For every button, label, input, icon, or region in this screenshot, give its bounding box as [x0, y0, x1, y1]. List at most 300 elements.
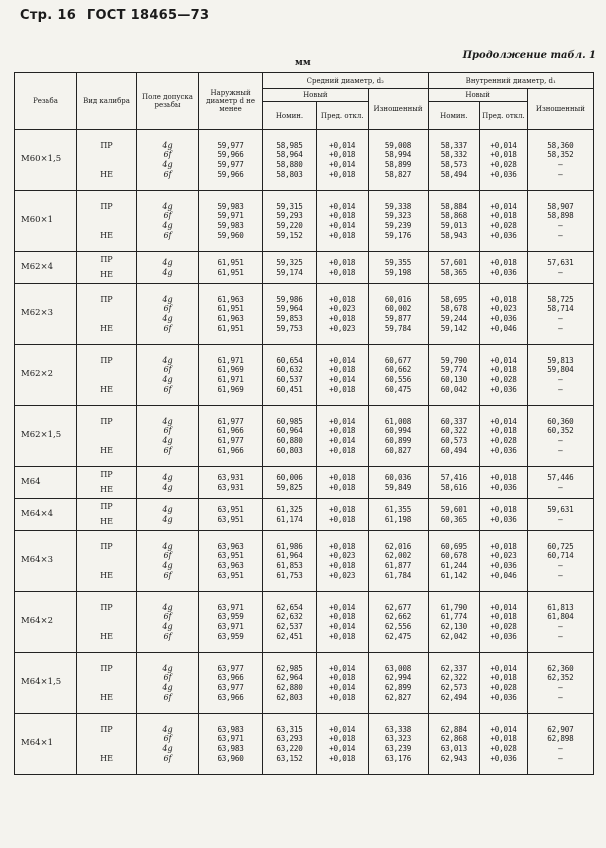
cell-value: +0,014 — [329, 663, 356, 673]
mean-worn-cell — [368, 406, 428, 467]
cell-value: +0,036 — [490, 169, 517, 179]
cell-value: +0,018 — [329, 230, 356, 240]
cell-value: 59,977 — [217, 160, 244, 169]
cell-value: 61,966 — [217, 426, 244, 436]
cell-value: +0,018 — [329, 445, 356, 455]
tolerance-field-cell — [136, 191, 198, 252]
cell-value: +0,036 — [490, 384, 517, 394]
cell-value: 61,877 — [384, 561, 412, 570]
cell-value: 61,951 — [217, 267, 244, 277]
gauge-type-label: НЕ — [100, 384, 113, 394]
cell-value: 60,985 — [276, 416, 303, 426]
cell-value: +0,018 — [329, 541, 356, 551]
cell-value: 4g — [162, 436, 173, 445]
cell-value: 61,198 — [384, 514, 412, 524]
inner-nominal-cell — [428, 499, 480, 531]
gauge-type-label: НЕ — [100, 230, 113, 240]
cell-value: +0,014 — [329, 683, 356, 692]
inner-worn-cell — [527, 284, 593, 345]
gauge-type-cell — [77, 653, 137, 714]
inner-worn-cell — [527, 499, 593, 531]
gauge-type-label: ПР — [100, 602, 113, 612]
cell-value: 61,753 — [276, 570, 303, 580]
cell-value: +0,018 — [329, 426, 356, 436]
cell-value: 63,963 — [217, 561, 244, 570]
cell-value: 4g — [162, 602, 173, 612]
cell-value: 61,964 — [276, 551, 303, 561]
cell-value: +0,018 — [490, 365, 517, 375]
page-header — [20, 8, 215, 23]
cell-value: 62,632 — [276, 612, 303, 622]
cell-value: 62,360 — [547, 663, 574, 673]
cell-value: +0,028 — [490, 221, 517, 230]
outer-diameter-cell — [199, 130, 263, 191]
cell-value: 59,315 — [276, 201, 303, 211]
gauge-type-cell — [77, 191, 137, 252]
cell-value: 59,960 — [217, 230, 244, 240]
table-row — [15, 191, 594, 252]
cell-value: 58,907 — [547, 201, 574, 211]
cell-value: 4g — [162, 561, 173, 570]
cell-value: +0,014 — [490, 663, 517, 673]
cell-value: 62,868 — [440, 734, 467, 744]
cell-value: 63,971 — [217, 734, 244, 744]
mean-limit-dev-cell — [316, 406, 368, 467]
cell-value: 58,994 — [384, 150, 412, 160]
cell-value: 62,654 — [276, 602, 303, 612]
cell-value: 6f — [163, 426, 172, 436]
cell-value: 62,475 — [384, 631, 412, 641]
cell-value: 62,042 — [440, 631, 467, 641]
cell-value: 60,036 — [384, 472, 412, 482]
table-continuation-note: Продолжение табл. 1 — [462, 50, 596, 61]
mean-worn-cell — [368, 467, 428, 499]
cell-value: +0,014 — [329, 140, 356, 150]
cell-value: 58,964 — [276, 150, 303, 160]
cell-value: 58,985 — [276, 140, 303, 150]
cell-value: 61,142 — [440, 570, 467, 580]
cell-value: 60,678 — [440, 551, 467, 561]
cell-value: 4g — [162, 267, 173, 277]
cell-value: 63,239 — [384, 744, 412, 753]
cell-value: 62,943 — [440, 753, 467, 763]
cell-value: 59,142 — [440, 323, 467, 333]
cell-value: 61,971 — [217, 355, 244, 365]
cell-value: 59,325 — [276, 257, 303, 267]
cell-value: 59,853 — [276, 314, 303, 323]
cell-value: +0,036 — [490, 692, 517, 702]
cell-value: 63,323 — [384, 734, 412, 744]
cell-value: 63,931 — [217, 482, 244, 492]
cell-value: 6f — [163, 230, 172, 240]
cell-value: 62,898 — [547, 734, 574, 744]
cell-value: +0,018 — [329, 753, 356, 763]
cell-value: 4g — [162, 683, 173, 692]
mean-limit-dev-cell — [316, 284, 368, 345]
mean-nominal-cell — [263, 499, 317, 531]
cell-value: 58,494 — [440, 169, 467, 179]
cell-value: 63,315 — [276, 724, 303, 734]
cell-value: +0,023 — [490, 304, 517, 314]
cell-value: 59,966 — [217, 169, 244, 179]
inner-nominal-cell — [428, 653, 480, 714]
cell-value: 57,601 — [440, 257, 467, 267]
inner-limit-dev-cell — [480, 653, 528, 714]
cell-value: +0,046 — [490, 323, 517, 333]
cell-value: 61,790 — [440, 602, 467, 612]
cell-value: — — [558, 323, 563, 333]
mean-limit-dev-cell — [316, 252, 368, 284]
thread-cell: М64 — [15, 467, 77, 499]
cell-value: — — [558, 375, 563, 384]
cell-value: 61,008 — [384, 416, 412, 426]
inner-worn-cell — [527, 345, 593, 406]
cell-value: 62,352 — [547, 673, 574, 683]
cell-value: +0,046 — [490, 570, 517, 580]
header-tolerance-field: Поле допуска резьбы — [136, 73, 198, 130]
cell-value: 61,951 — [217, 323, 244, 333]
table-row — [15, 653, 594, 714]
cell-value: 59,813 — [547, 355, 574, 365]
cell-value: 6f — [163, 365, 172, 375]
cell-value: +0,014 — [329, 416, 356, 426]
gauge-type-cell — [77, 714, 137, 775]
mean-worn-cell — [368, 130, 428, 191]
cell-value: 59,790 — [440, 355, 467, 365]
cell-value: 62,803 — [276, 692, 303, 702]
cell-value: 58,880 — [276, 160, 303, 169]
cell-value: +0,023 — [329, 323, 356, 333]
cell-value: 59,774 — [440, 365, 467, 375]
cell-value: 59,986 — [276, 294, 303, 304]
gauge-dimensions-table — [14, 72, 594, 775]
cell-value: 62,016 — [384, 541, 412, 551]
cell-value: +0,018 — [329, 365, 356, 375]
cell-value: 63,963 — [217, 541, 244, 551]
mean-worn-cell — [368, 252, 428, 284]
cell-value: +0,018 — [329, 169, 356, 179]
page-number: Стр. 16 — [20, 8, 77, 23]
tolerance-field-cell — [136, 130, 198, 191]
inner-limit-dev-cell — [480, 345, 528, 406]
gauge-type-label: НЕ — [100, 169, 113, 179]
cell-value: 60,827 — [384, 445, 412, 455]
cell-value: 59,631 — [547, 504, 574, 514]
cell-value: 4g — [162, 257, 173, 267]
cell-value: 58,898 — [547, 211, 574, 221]
cell-value: 59,008 — [384, 140, 412, 150]
cell-value: 62,677 — [384, 602, 412, 612]
table-row — [15, 252, 594, 284]
cell-value: +0,014 — [329, 375, 356, 384]
cell-value: 58,884 — [440, 201, 467, 211]
header-mean-worn: Изношенный — [368, 89, 428, 130]
inner-limit-dev-cell — [480, 252, 528, 284]
mean-worn-cell — [368, 592, 428, 653]
inner-nominal-cell — [428, 592, 480, 653]
gauge-type-label: НЕ — [100, 323, 113, 333]
cell-value: 60,573 — [440, 436, 467, 445]
cell-value: +0,018 — [490, 426, 517, 436]
cell-value: — — [558, 221, 563, 230]
cell-value: +0,018 — [490, 673, 517, 683]
cell-value: +0,036 — [490, 514, 517, 524]
gauge-type-cell — [77, 467, 137, 499]
cell-value: +0,014 — [329, 724, 356, 734]
cell-value: 59,983 — [217, 221, 244, 230]
tolerance-field-cell — [136, 345, 198, 406]
cell-value: 63,951 — [217, 504, 244, 514]
cell-value: 61,963 — [217, 314, 244, 323]
tolerance-field-cell — [136, 653, 198, 714]
cell-value: 6f — [163, 150, 172, 160]
cell-value: 59,293 — [276, 211, 303, 221]
inner-worn-cell — [527, 592, 593, 653]
cell-value: +0,014 — [490, 355, 517, 365]
cell-value: 59,849 — [384, 482, 412, 492]
cell-value: 59,983 — [217, 201, 244, 211]
gauge-type-cell — [77, 130, 137, 191]
cell-value: +0,018 — [329, 612, 356, 622]
cell-value: 62,884 — [440, 724, 467, 734]
mean-worn-cell — [368, 531, 428, 592]
cell-value: 6f — [163, 631, 172, 641]
inner-limit-dev-cell — [480, 130, 528, 191]
cell-value: +0,018 — [329, 482, 356, 492]
cell-value: 59,013 — [440, 221, 467, 230]
thread-cell: М64×1,5 — [15, 653, 77, 714]
cell-value: +0,014 — [329, 160, 356, 169]
inner-limit-dev-cell — [480, 467, 528, 499]
cell-value: 58,678 — [440, 304, 467, 314]
inner-nominal-cell — [428, 467, 480, 499]
cell-value: — — [558, 169, 563, 179]
cell-value: 63,971 — [217, 602, 244, 612]
cell-value: 63,983 — [217, 744, 244, 753]
inner-worn-cell — [527, 130, 593, 191]
cell-value: 62,964 — [276, 673, 303, 683]
inner-limit-dev-cell — [480, 284, 528, 345]
gauge-type-label: ПР — [100, 541, 113, 551]
cell-value: — — [558, 384, 563, 394]
cell-value: 63,338 — [384, 724, 412, 734]
cell-value: 59,152 — [276, 230, 303, 240]
gauge-type-label: НЕ — [100, 516, 113, 526]
cell-value: 63,152 — [276, 753, 303, 763]
cell-value: +0,018 — [490, 612, 517, 622]
cell-value: 60,451 — [276, 384, 303, 394]
gauge-type-cell — [77, 592, 137, 653]
outer-diameter-cell — [199, 191, 263, 252]
cell-value: 60,494 — [440, 445, 467, 455]
cell-value: 6f — [163, 673, 172, 683]
cell-value: +0,036 — [490, 753, 517, 763]
table-row — [15, 345, 594, 406]
cell-value: 6f — [163, 734, 172, 744]
cell-value: 4g — [162, 314, 173, 323]
table-row — [15, 406, 594, 467]
cell-value: 6f — [163, 612, 172, 622]
cell-value: 6f — [163, 570, 172, 580]
cell-value: 58,332 — [440, 150, 467, 160]
cell-value: 60,322 — [440, 426, 467, 436]
cell-value: 6f — [163, 551, 172, 561]
header-outer-diameter: Наружный диаметр d не менее — [199, 73, 263, 130]
cell-value: 6f — [163, 384, 172, 394]
cell-value: +0,018 — [329, 504, 356, 514]
cell-value: +0,018 — [490, 504, 517, 514]
cell-value: +0,018 — [329, 472, 356, 482]
cell-value: 61,774 — [440, 612, 467, 622]
gauge-type-label: ПР — [100, 255, 113, 265]
cell-value: — — [558, 744, 563, 753]
cell-value: +0,028 — [490, 375, 517, 384]
cell-value: 61,174 — [276, 514, 303, 524]
outer-diameter-cell — [199, 467, 263, 499]
inner-nominal-cell — [428, 130, 480, 191]
header-mean-diameter: Средний диаметр, d₂ — [263, 73, 428, 89]
cell-value: 59,825 — [276, 482, 303, 492]
cell-value: 63,951 — [217, 570, 244, 580]
cell-value: 4g — [162, 355, 173, 365]
cell-value: 58,943 — [440, 230, 467, 240]
cell-value: — — [558, 631, 563, 641]
cell-value: 60,016 — [384, 294, 412, 304]
mean-nominal-cell — [263, 467, 317, 499]
cell-value: +0,028 — [490, 744, 517, 753]
cell-value: 60,006 — [276, 472, 303, 482]
cell-value: 60,899 — [384, 436, 412, 445]
cell-value: 59,784 — [384, 323, 412, 333]
inner-worn-cell — [527, 531, 593, 592]
cell-value: 60,360 — [547, 416, 574, 426]
cell-value: +0,028 — [490, 436, 517, 445]
cell-value: 58,352 — [547, 150, 574, 160]
cell-value: +0,018 — [329, 384, 356, 394]
cell-value: 4g — [162, 221, 173, 230]
gauge-type-label: НЕ — [100, 484, 113, 494]
cell-value: +0,014 — [329, 201, 356, 211]
cell-value: 60,365 — [440, 514, 467, 524]
cell-value: 4g — [162, 472, 173, 482]
cell-value: +0,018 — [329, 314, 356, 323]
cell-value: 58,337 — [440, 140, 467, 150]
inner-nominal-cell — [428, 406, 480, 467]
cell-value: 63,176 — [384, 753, 412, 763]
cell-value: 63,966 — [217, 673, 244, 683]
cell-value: 4g — [162, 160, 173, 169]
cell-value: 59,971 — [217, 211, 244, 221]
cell-value: 58,899 — [384, 160, 412, 169]
cell-value: 59,355 — [384, 257, 412, 267]
cell-value: 61,986 — [276, 541, 303, 551]
cell-value: — — [558, 692, 563, 702]
cell-value: +0,014 — [329, 436, 356, 445]
cell-value: — — [558, 514, 563, 524]
cell-value: 61,244 — [440, 561, 467, 570]
cell-value: 61,951 — [217, 304, 244, 314]
cell-value: 59,239 — [384, 221, 412, 230]
cell-value: 62,322 — [440, 673, 467, 683]
gauge-type-label: ПР — [100, 140, 113, 150]
cell-value: 63,951 — [217, 514, 244, 524]
cell-value: 62,556 — [384, 622, 412, 631]
mean-nominal-cell — [263, 653, 317, 714]
cell-value: +0,028 — [490, 683, 517, 692]
cell-value: 63,293 — [276, 734, 303, 744]
cell-value: 60,537 — [276, 375, 303, 384]
cell-value: +0,018 — [490, 294, 517, 304]
inner-worn-cell — [527, 653, 593, 714]
cell-value: 60,964 — [276, 426, 303, 436]
mean-limit-dev-cell — [316, 191, 368, 252]
cell-value: 6f — [163, 169, 172, 179]
inner-limit-dev-cell — [480, 406, 528, 467]
thread-cell: М64×1 — [15, 714, 77, 775]
cell-value: 4g — [162, 504, 173, 514]
inner-nominal-cell — [428, 345, 480, 406]
outer-diameter-cell — [199, 252, 263, 284]
cell-value: +0,018 — [329, 150, 356, 160]
cell-value: 62,337 — [440, 663, 467, 673]
mean-worn-cell — [368, 191, 428, 252]
cell-value: 63,013 — [440, 744, 467, 753]
cell-value: 59,877 — [384, 314, 412, 323]
gauge-type-label: ПР — [100, 416, 113, 426]
inner-limit-dev-cell — [480, 592, 528, 653]
cell-value: 59,338 — [384, 201, 412, 211]
cell-value: 61,325 — [276, 504, 303, 514]
cell-value: 62,994 — [384, 673, 412, 683]
cell-value: 60,880 — [276, 436, 303, 445]
tolerance-field-cell — [136, 592, 198, 653]
cell-value: 63,008 — [384, 663, 412, 673]
tolerance-field-cell — [136, 467, 198, 499]
cell-value: 58,365 — [440, 267, 467, 277]
cell-value: 62,537 — [276, 622, 303, 631]
inner-worn-cell — [527, 252, 593, 284]
cell-value: — — [558, 570, 563, 580]
mean-limit-dev-cell — [316, 531, 368, 592]
inner-nominal-cell — [428, 252, 480, 284]
cell-value: 59,804 — [547, 365, 574, 375]
cell-value: +0,018 — [490, 257, 517, 267]
cell-value: 60,042 — [440, 384, 467, 394]
cell-value: 6f — [163, 304, 172, 314]
cell-value: — — [558, 683, 563, 692]
cell-value: +0,018 — [329, 673, 356, 683]
header-inner-new: Новый — [428, 89, 527, 102]
cell-value: 62,985 — [276, 663, 303, 673]
cell-value: 60,677 — [384, 355, 412, 365]
cell-value: 58,714 — [547, 304, 574, 314]
cell-value: 4g — [162, 663, 173, 673]
cell-value: +0,014 — [329, 355, 356, 365]
inner-nominal-cell — [428, 191, 480, 252]
gauge-type-cell — [77, 406, 137, 467]
cell-value: 63,971 — [217, 622, 244, 631]
cell-value: 62,573 — [440, 683, 467, 692]
cell-value: +0,014 — [490, 602, 517, 612]
cell-value: — — [558, 482, 563, 492]
gauge-type-label: ПР — [100, 502, 113, 512]
outer-diameter-cell — [199, 531, 263, 592]
thread-cell: М64×4 — [15, 499, 77, 531]
thread-cell: М60×1,5 — [15, 130, 77, 191]
cell-value: 59,753 — [276, 323, 303, 333]
cell-value: 58,695 — [440, 294, 467, 304]
cell-value: 63,220 — [276, 744, 303, 753]
